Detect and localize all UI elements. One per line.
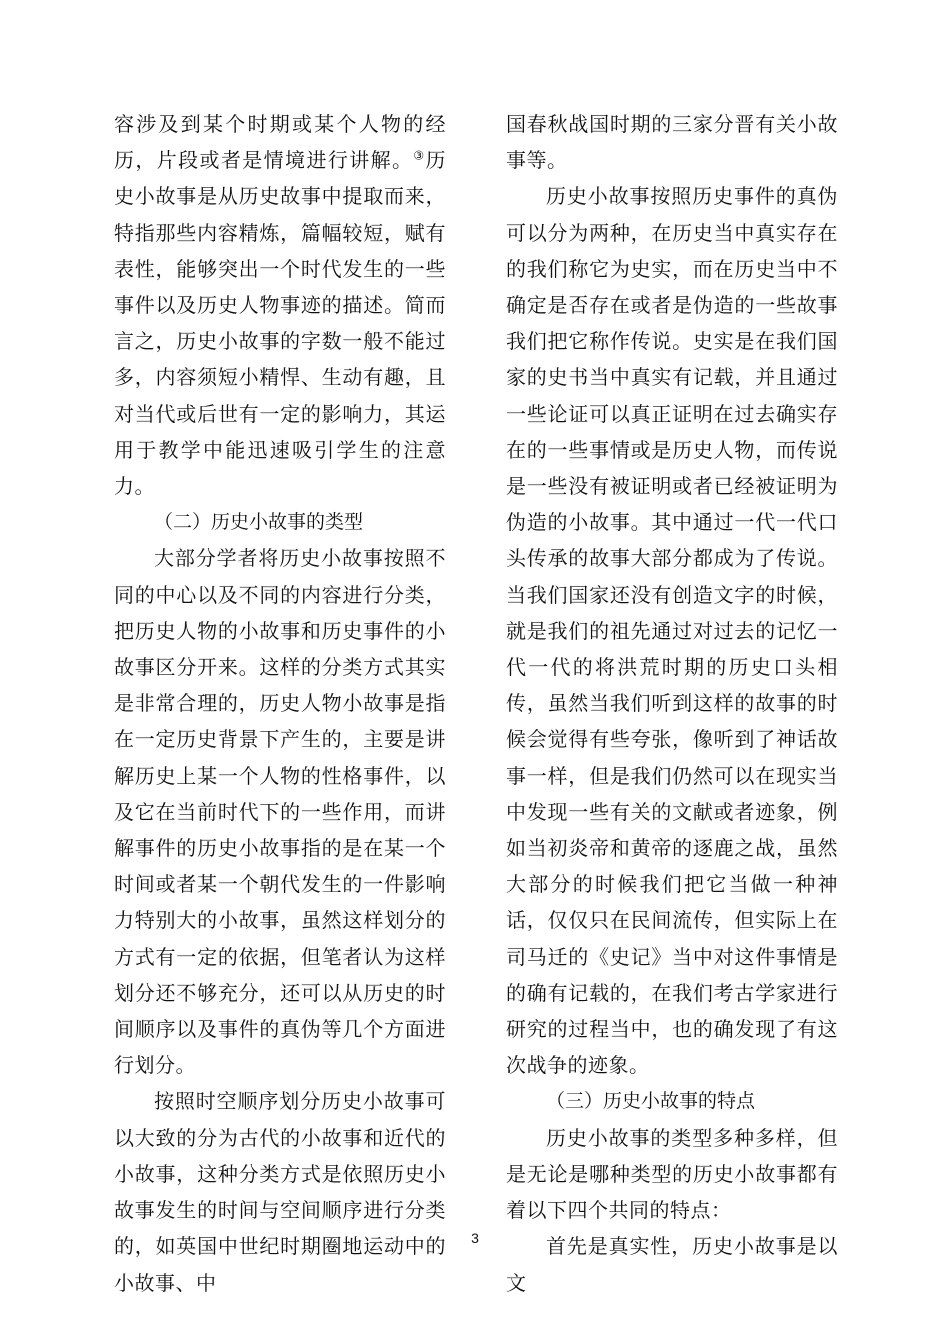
paragraph-classification: 大部分学者将历史小故事按照不同的中心以及不同的内容进行分类，把历史人物的小故事和历史事件的小故事区分开来。这样的分类方式其实是非常合理的，历史人物小故事是指在一定历史背景下产生的，主要是讲解历史上某一个人物的性格事件，以及它在当前时代下的一些作用，而讲解事件的历史小故事指的是在某一个时间或者某一个朝代发生的一件影响力特别大的小故事，虽然这样划分的方式有一定的依据，但笔者认为这样划分还不够充分，还可以从历史的时间顺序以及事件的真伪等几个方面进行划分。 (114, 546, 446, 1078)
right-column (506, 106, 838, 1301)
paragraph-authenticity: 首先是真实性，历史小故事是以文 (506, 1234, 838, 1295)
paragraph-features-intro: 历史小故事的类型多种多样，但是无论是哪种类型的历史小故事都有着以下四个共同的特点： (506, 1125, 838, 1223)
page-number: 3 (471, 1230, 479, 1246)
paragraph-truth-legend: 历史小故事按照历史事件的真伪可以分为两种，在历史当中真实存在的我们称它为史实，而在历史当中不确定是否存在或者是伪造的一些故事我们把它称作传说。史实是在我们国家的史书当中真实有记载，并且通过一些论证可以真正证明在过去确实存在的一些事情或是历史人物，而传说是一些没有被证明或者已经被证明为伪造的小故事。其中通过一代一代口头传承的故事大部分都成为了传说。当我们国家还没有创造文字的时候，就是我们的祖先通过对过去的记忆一代一代的将洪荒时期的历史口头相传，虽然当我们听到这样的故事的时候会觉得有些夸张，像听到了神话故事一样，但是我们仍然可以在现实当中发现一些有关的文献或者迹象，例如当初炎帝和黄帝的逐鹿之战，虽然大部分的时候我们把它当做一种神话，仅仅只在民间流传，但实际上在司马迁的《史记》当中对这件事情是的确有记载的，在我们考古学家进行研究的过程当中，也的确发现了有这次战争的迹象。 (506, 184, 838, 1078)
footnote-marker: ③ (413, 148, 426, 163)
paragraph-continuation: 国春秋战国时期的三家分晋有关小故事等。 (506, 112, 838, 173)
paragraph-time-order: 按照时空顺序划分历史小故事可以大致的分为古代的小故事和近代的小故事，这种分类方式是依照历史小故事发生的时间与空间顺序进行分类的，如英国中世纪时期圈地运动中的小故事、中 (114, 1089, 446, 1295)
paragraph-definition (114, 106, 446, 504)
paragraph-text: 历史小故事是从历史故事中提取而来，特指那些内容精炼，篇幅较短，赋有表性，能够突出一个时代发生的一些事件以及历史人物事迹的描述。简而言之，历史小故事的字数一般不能过多，内容须短小精悍、生动有趣，且对当代或后世有一定的影响力，其运用于教学中能迅速吸引学生的注意力。 (114, 148, 446, 499)
left-column (114, 106, 446, 1301)
section-heading-features: （三）历史小故事的特点 (546, 1090, 756, 1113)
section-heading-types: （二）历史小故事的类型 (154, 511, 364, 534)
paragraph-text: 容涉及到某个时期或某个人物的经历，片段或者是情境进行讲解。 (114, 112, 446, 173)
